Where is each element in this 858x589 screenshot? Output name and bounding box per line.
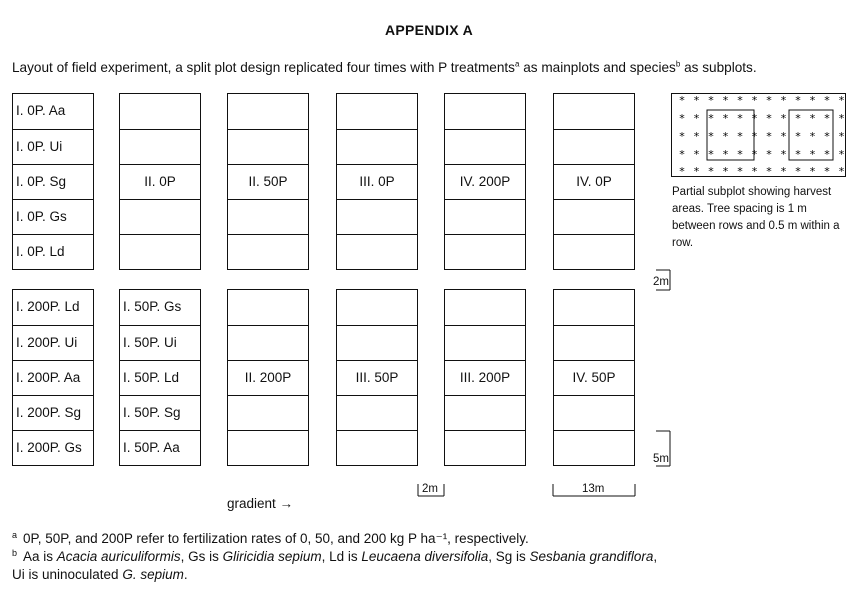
tree-marker: *	[780, 148, 787, 161]
tree-marker: *	[824, 130, 830, 143]
tree-marker: *	[809, 130, 816, 143]
footnote-b-ui-end: .	[183, 567, 188, 582]
mainplot-label: IV. 200P	[445, 164, 525, 199]
footnote-b-line2	[12, 567, 188, 582]
subplot-label: I. 50P. Ld	[120, 360, 200, 395]
gradient-label: gradient →	[227, 496, 294, 511]
tree-marker: *	[693, 165, 700, 177]
tree-marker: *	[838, 148, 845, 161]
tree-marker: *	[737, 148, 743, 161]
subplot-height-label: 5m	[653, 453, 669, 465]
tree-marker: *	[766, 165, 772, 177]
subplot-label: I. 0P. Gs	[13, 199, 93, 234]
tree-marker: *	[708, 94, 714, 107]
tree-marker: *	[809, 112, 816, 125]
footnote-b-sg-prefix: , Sg is	[488, 549, 530, 564]
footnote-b-ld: Leucaena diversifolia	[361, 549, 489, 564]
tree-marker: *	[722, 165, 729, 177]
tree-marker: *	[722, 130, 729, 143]
footnote-b-mark: b	[12, 547, 18, 558]
tree-marker: *	[737, 130, 743, 143]
tree-marker: *	[795, 148, 801, 161]
tree-marker: *	[838, 94, 845, 107]
tree-marker: *	[693, 112, 700, 125]
tree-marker: *	[679, 130, 685, 143]
subplot-label: I. 200P. Ld	[16, 299, 80, 314]
tree-marker: *	[722, 148, 729, 161]
footnote-a-text: 0P, 50P, and 200P refer to fertilization rates of 0, 50, and 200 kg P ha⁻¹, respectively.	[23, 531, 529, 546]
tree-marker: *	[795, 130, 801, 143]
subplot-label: I. 0P. Ui	[13, 129, 93, 164]
tree-marker: *	[838, 165, 845, 177]
footnote-b-aa: Acacia auriculiformis	[56, 549, 181, 564]
footnote-b-aa-prefix: Aa is	[23, 549, 57, 564]
footnote-b-ui-prefix: Ui is uninoculated	[12, 567, 123, 582]
tree-marker: *	[751, 94, 758, 107]
footnote-b-gs: Gliricidia sepium	[222, 549, 322, 564]
tree-marker: *	[751, 130, 758, 143]
tree-marker: *	[824, 94, 830, 107]
tree-marker: *	[679, 94, 685, 107]
tree-marker: *	[751, 165, 758, 177]
subplot-label: I. 50P. Gs	[123, 299, 182, 314]
tree-marker: *	[751, 148, 758, 161]
subplot-label: I. 50P. Sg	[120, 395, 200, 430]
tree-marker: *	[838, 130, 845, 143]
subplot-label: I. 0P. Aa	[16, 103, 66, 118]
caption-part2: as mainplots and species	[519, 60, 676, 75]
tree-marker: *	[708, 165, 714, 177]
footnote-a-mark: a	[12, 529, 18, 540]
mainplot-label: III. 200P	[445, 360, 525, 395]
tree-marker: *	[679, 112, 685, 125]
subplot-label: I. 200P. Sg	[13, 395, 93, 430]
footnote-b-end: ,	[653, 549, 658, 564]
footnote-a	[12, 531, 529, 547]
tree-marker: *	[737, 112, 743, 125]
tree-marker: *	[780, 130, 787, 143]
tree-marker: *	[708, 148, 714, 161]
tree-marker: *	[751, 112, 758, 125]
plot-width-label: 13m	[582, 483, 605, 495]
tree-marker: *	[722, 94, 729, 107]
tree-marker: *	[780, 94, 787, 107]
footnote-b-sg: Sesbania grandiflora	[529, 549, 654, 564]
tree-marker: *	[838, 112, 845, 125]
tree-marker: *	[824, 165, 830, 177]
tree-marker: *	[809, 94, 816, 107]
tree-marker: *	[693, 130, 700, 143]
tree-marker: *	[766, 112, 772, 125]
caption-footnote-b: b	[675, 59, 681, 69]
footnote-b-gs-prefix: , Gs is	[180, 549, 223, 564]
harvest-note: Partial subplot showing harvest areas. Tree spacing is 1 m between rows and 0.5 m within a row.	[672, 186, 840, 249]
footnote-b	[12, 549, 657, 564]
mainplot-label: II. 200P	[228, 360, 308, 395]
tree-marker: *	[708, 112, 714, 125]
mainplot-label: III. 50P	[337, 360, 417, 395]
tree-marker: *	[766, 94, 772, 107]
tree-marker: *	[708, 130, 714, 143]
tree-marker: *	[780, 165, 787, 177]
tree-marker: *	[766, 130, 772, 143]
tree-marker: *	[795, 112, 801, 125]
tree-marker: *	[766, 148, 772, 161]
appendix-heading: APPENDIX A	[384, 22, 474, 38]
tree-marker: *	[722, 112, 729, 125]
tree-marker: *	[780, 112, 787, 125]
mainplot-label: II. 50P	[228, 164, 308, 199]
mainplot-label: IV. 50P	[554, 360, 634, 395]
subplot-label: I. 0P. Sg	[13, 164, 93, 199]
subplot-label: I. 200P. Ui	[13, 325, 93, 360]
tree-marker: *	[795, 165, 801, 177]
subplot-label: I. 0P. Ld	[13, 234, 93, 269]
caption-part3: as subplots.	[680, 60, 757, 75]
subplot-label: I. 200P. Gs	[13, 430, 93, 465]
tree-marker: *	[737, 165, 743, 177]
tree-marker: *	[679, 165, 685, 177]
subplot-label: I. 50P. Aa	[120, 430, 200, 465]
mainplot-label: III. 0P	[337, 164, 417, 199]
gap-vertical-label: 2m	[653, 276, 669, 288]
mainplot-label: IV. 0P	[554, 164, 634, 199]
footnote-b-ld-prefix: , Ld is	[321, 549, 362, 564]
tree-marker: *	[809, 148, 816, 161]
subplot-label: I. 50P. Ui	[120, 325, 200, 360]
gap-horizontal-label: 2m	[422, 483, 438, 495]
tree-marker: *	[795, 94, 801, 107]
caption-footnote-a: a	[514, 59, 520, 69]
tree-marker: *	[693, 94, 700, 107]
tree-marker: *	[824, 148, 830, 161]
tree-marker: *	[824, 112, 830, 125]
tree-marker: *	[693, 148, 700, 161]
footnote-b-ui: G. sepium	[122, 567, 184, 582]
tree-marker: *	[737, 94, 743, 107]
mainplot-label: II. 0P	[120, 164, 200, 199]
tree-marker: *	[679, 148, 685, 161]
caption-part1: Layout of field experiment, a split plot design replicated four times with P treatments	[12, 60, 515, 75]
tree-marker: *	[809, 165, 816, 177]
subplot-label: I. 200P. Aa	[13, 360, 93, 395]
